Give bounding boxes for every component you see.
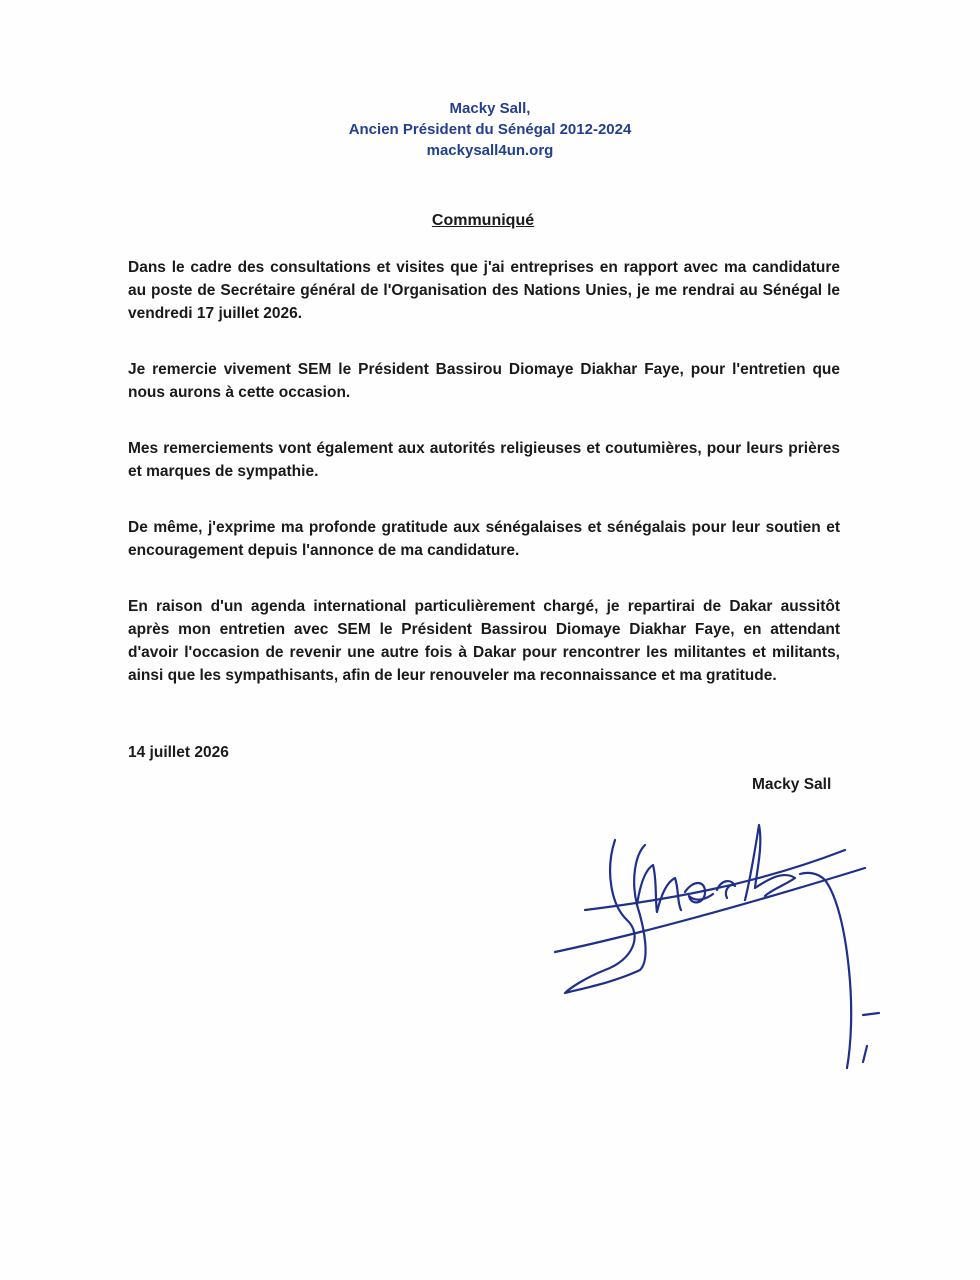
paragraph-2-text-end: , pour l'entretien que nous aurons à cette occasion.: [128, 361, 841, 401]
paragraph-4-text: De même, j'exprime ma profonde gratitude aux sénégalaises et sénégalais pour leur soutien et encouragement depuis l'annonce de ma candidature.: [128, 519, 840, 559]
paragraph-5-text-end: , en attendant d'avoir l'occasion de revenir une autre fois à Dakar pour rencontrer les militantes et militants, ainsi que les sympathisants, afin de leur renouveler ma reconnaissance et ma gratitude.: [128, 621, 840, 684]
paragraph-2-text: Je remercie vivement: [128, 361, 298, 378]
paragraph-4: [128, 516, 840, 562]
paragraph-3-text: Mes remerciements vont également aux autorités religieuses et coutumières, pour leurs prières et marques de sympathie.: [128, 440, 840, 480]
sender-role: Ancien Président du Sénégal 2012-2024: [348, 121, 632, 138]
paragraph-5-emphasis: SEM le Président Bassirou Diomaye Diakhar Faye: [337, 621, 731, 638]
sender-website: mackysall4un.org: [426, 142, 554, 159]
document-title: Communiqué: [431, 212, 535, 229]
paragraph-2-emphasis: SEM le Président Bassirou Diomaye Diakhar Faye: [297, 361, 680, 378]
paragraph-5-text: En raison d'un agenda international particulièrement chargé, je repartirai de Dakar aussitôt après mon entretien avec: [128, 598, 840, 638]
paragraph-1: [128, 256, 840, 325]
paragraph-3: [128, 437, 840, 483]
signature-icon: [545, 810, 905, 1085]
sender-name: Macky Sall,: [449, 100, 531, 117]
paragraph-5: [128, 595, 840, 687]
document-body: [128, 256, 840, 720]
letterhead: [0, 98, 980, 161]
signer-name: Macky Sall: [752, 776, 832, 793]
document-date: 14 juillet 2026: [128, 744, 229, 761]
paragraph-2: [128, 358, 840, 404]
paragraph-1-text: Dans le cadre des consultations et visites que j'ai entreprises en rapport avec ma candidature au poste de Secrétaire général de l'Organisation des Nations Unies, je me rendrai au Sénégal le vendredi 17 juillet 2026.: [128, 259, 840, 322]
